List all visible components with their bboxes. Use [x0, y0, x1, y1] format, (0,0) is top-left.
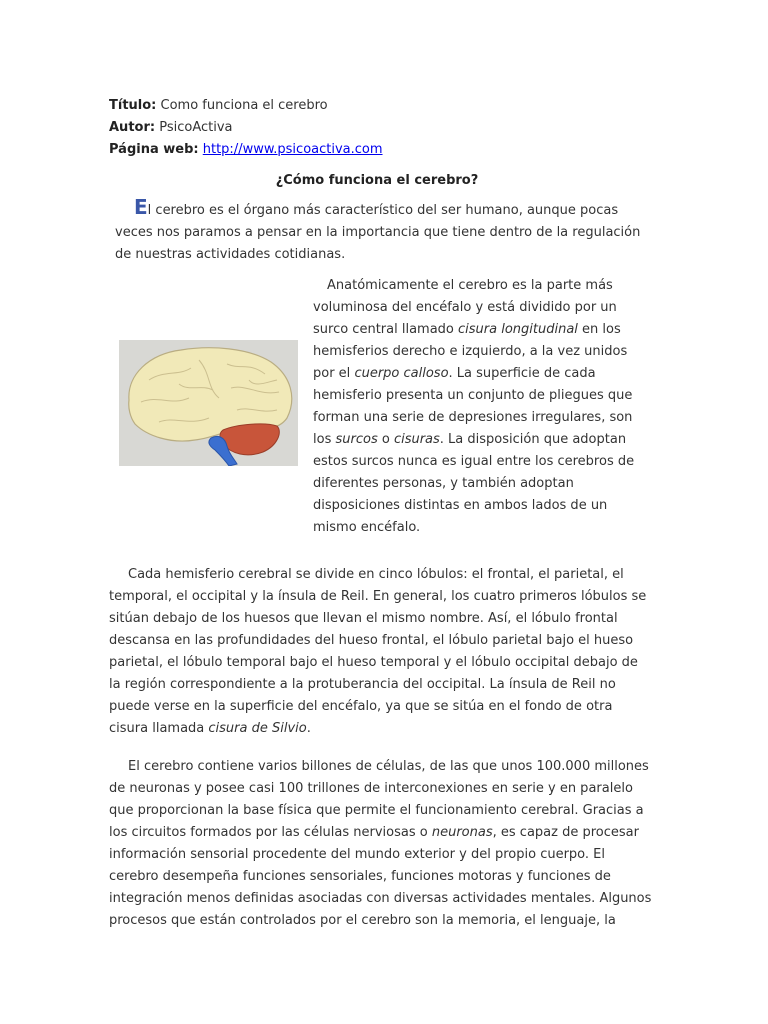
intro-line-3: de nuestras actividades cotidianas. [115, 247, 346, 262]
anatomy-line-5-c: . La superficie de cada [448, 366, 596, 381]
meta-web-row [109, 139, 383, 161]
term-cuerpo-calloso: cuerpo calloso [354, 366, 449, 381]
term-cisura-de-silvio: cisura de Silvio [208, 721, 307, 736]
term-surcos: surcos [335, 432, 378, 447]
lobes-line-7: puede verse en la superficie del encéfalo, ya que se sitúa en el fondo de otra [109, 699, 613, 714]
anatomy-line-10: diferentes personas, y también adoptan [313, 476, 574, 491]
lobes-line-8 [109, 718, 649, 740]
anatomy-line-8 [313, 429, 653, 451]
meta-web-label: Página web: [109, 142, 199, 157]
cells-line-6: cerebro desempeña funciones sensoriales, funciones motoras y funciones de [109, 869, 611, 884]
intro-line-1 [115, 196, 645, 222]
article-heading: ¿Cómo funciona el cerebro? [275, 173, 479, 188]
lobes-line-8-c: . [306, 721, 311, 736]
anatomy-line-11: disposiciones distintas en ambos lados de un [313, 498, 608, 513]
lobes-line-2: temporal, el occipital y la ínsula de Reil. En general, los cuatro primeros lóbulos se [109, 589, 647, 604]
lobes-line-5: parietal, el lóbulo temporal bajo el hueso temporal y el lóbulo occipital debajo de [109, 655, 638, 670]
term-cisuras: cisuras [393, 432, 440, 447]
term-neuronas: neuronas [431, 825, 493, 840]
cells-line-2: de neuronas y posee casi 100 trillones de interconexiones en serie y en paralelo [109, 781, 633, 796]
cells-line-7: integración menos definidas asociadas con diversas actividades mentales. Algunos [109, 891, 652, 906]
intro-line-2: veces nos paramos a pensar en la importancia que tiene dentro de la regulación [115, 225, 641, 240]
lobes-line-6: la región correspondiente a la protuberancia del occipital. La ínsula de Reil no [109, 677, 616, 692]
lobes-line-1: Cada hemisferio cerebral se divide en cinco lóbulos: el frontal, el parietal, el [128, 567, 624, 582]
meta-web-link[interactable]: http://www.psicoactiva.com [202, 142, 383, 157]
lobes-line-3: sitúan debajo de los huesos que llevan el mismo nombre. Así, el lóbulo frontal [109, 611, 618, 626]
term-cisura-longitudinal: cisura longitudinal [458, 322, 578, 337]
cells-line-5: información sensorial procedente del mundo exterior y del propio cuerpo. El [109, 847, 605, 862]
cells-line-3: que proporcionan la base física que permite el funcionamiento cerebral. Gracias a [109, 803, 644, 818]
meta-title-row [109, 95, 383, 117]
meta-author-row [109, 117, 383, 139]
anatomy-line-8-e: . La disposición que adoptan [439, 432, 627, 447]
anatomy-line-8-c: o [377, 432, 394, 447]
anatomy-line-3 [313, 319, 653, 341]
anatomy-line-4: hemisferios derecho e izquierdo, a la vez unidos [313, 344, 628, 359]
cells-line-4-c: , es capaz de procesar [492, 825, 639, 840]
brain-drawing [119, 340, 298, 466]
meta-author-value: PsicoActiva [159, 120, 233, 135]
cells-line-8: procesos que están controlados por el cerebro son la memoria, el lenguaje, la [109, 913, 616, 928]
brain-illustration [119, 340, 298, 466]
cells-paragraph [109, 756, 652, 932]
meta-title-label: Título: [109, 98, 157, 113]
meta-author-label: Autor: [109, 120, 156, 135]
intro-line-1-text: l cerebro es el órgano más característico del ser humano, aunque pocas [147, 203, 619, 218]
anatomy-line-8-a: los [313, 432, 336, 447]
cells-line-1: El cerebro contiene varios billones de células, de las que unos 100.000 millones [128, 759, 649, 774]
lobes-line-8-a: cisura llamada [109, 721, 209, 736]
anatomy-line-3-c: en los [577, 322, 621, 337]
anatomy-line-5 [313, 363, 653, 385]
anatomy-line-2: voluminosa del encéfalo y está dividido por un [313, 300, 617, 315]
intro-paragraph [115, 196, 645, 266]
lobes-paragraph [109, 564, 649, 740]
anatomy-line-6: hemisferio presenta un conjunto de pliegues que [313, 388, 633, 403]
intro-dropcap: E [134, 195, 148, 219]
anatomy-line-1: Anatómicamente el cerebro es la parte más [327, 278, 613, 293]
meta-title-value: Como funciona el cerebro [160, 98, 328, 113]
cells-line-4 [109, 822, 649, 844]
anatomy-line-5-a: por el [313, 366, 355, 381]
anatomy-line-7: forman una serie de depresiones irregulares, son [313, 410, 633, 425]
anatomy-line-3-a: surco central llamado [313, 322, 458, 337]
cells-line-4-a: los circuitos formados por las células nerviosas o [109, 825, 432, 840]
anatomy-line-12: mismo encéfalo. [313, 520, 421, 535]
document-metadata [109, 95, 383, 161]
anatomy-line-9: estos surcos nunca es igual entre los cerebros de [313, 454, 635, 469]
lobes-line-4: descansa en las profundidades del hueso frontal, el lóbulo parietal bajo el hueso [109, 633, 634, 648]
anatomy-paragraph [313, 275, 653, 539]
